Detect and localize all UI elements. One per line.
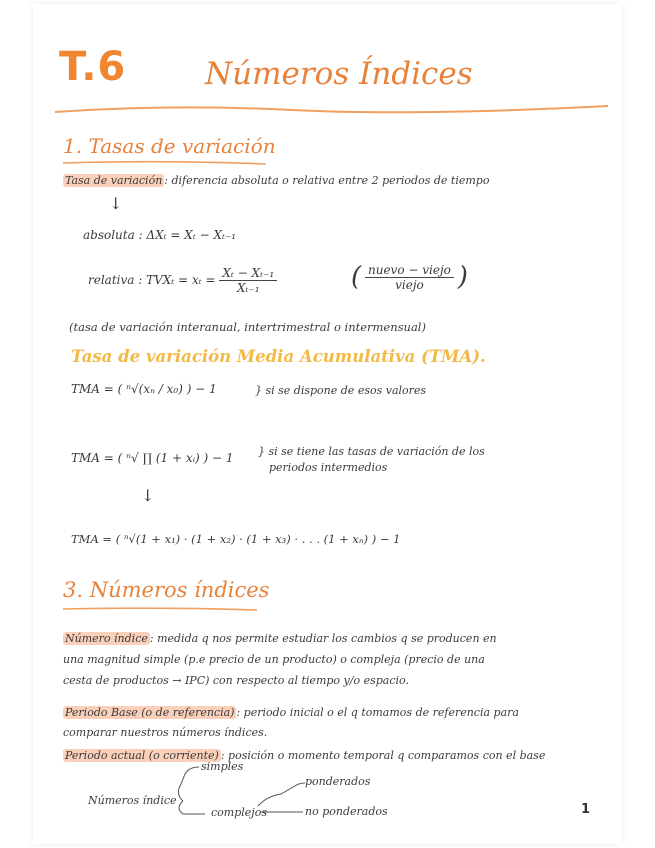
- tma-formula-1: TMA = ( ⁿ√(xₙ / x₀) ) − 1: [71, 382, 217, 396]
- tree-simple-label: simples: [201, 760, 244, 773]
- classification-tree-arrows: [33, 4, 622, 844]
- tma-formula-2-note-1: } si se tiene las tasas de variación de los: [258, 445, 485, 458]
- title-number: T.6: [59, 44, 127, 90]
- definition-tasa-text: : diferencia absoluta o relativa entre 2 periodos de tiempo: [164, 174, 490, 187]
- section-3-heading: 3. Números índices: [63, 578, 270, 602]
- relative-note-numerator: nuevo − viejo: [365, 263, 454, 278]
- periodo-base-def-text-1: : periodo inicial o el q tomamos de referencia para: [236, 706, 519, 719]
- term-tasa-variacion: Tasa de variación: [65, 174, 163, 187]
- notebook-page: [33, 4, 622, 844]
- page-number: 1: [581, 802, 591, 817]
- tma-formula-2-note-2: periodos intermedios: [269, 461, 388, 474]
- down-arrow-2-icon: ↓: [141, 486, 155, 505]
- tree-weighted-label: ponderados: [305, 775, 371, 788]
- relative-note-denominator: viejo: [395, 277, 424, 292]
- absolute-formula: absoluta : ΔXₜ = Xₜ − Xₜ₋₁: [83, 228, 237, 242]
- tma-formula-3: TMA = ( ⁿ√(1 + x₁) · (1 + x₂) · (1 + x₃) · . . . (1 + xₙ) ) − 1: [71, 532, 401, 546]
- numero-indice-def-text-1: : medida q nos permite estudiar los cambios q se producen en: [149, 632, 497, 645]
- periodo-base-def-line-2: comparar nuestros números índices.: [63, 726, 268, 739]
- relative-denominator: Xₜ₋₁: [236, 281, 260, 295]
- relative-label: relativa : TVXₜ = xₜ =: [88, 273, 216, 287]
- term-periodo-actual: Periodo actual (o corriente): [65, 749, 219, 762]
- tree-root-label: Números índice: [88, 794, 177, 807]
- types-note: (tasa de variación interanual, intertrimestral o intermensual): [69, 320, 426, 334]
- periodo-actual-def-text-1: : posición o momento temporal q comparamos con el base: [220, 749, 546, 762]
- numero-indice-def-line-3: cesta de productos → IPC) con respecto al tiempo y/o espacio.: [63, 674, 409, 687]
- term-numero-indice: Número índice: [65, 632, 148, 645]
- numero-indice-def-line-2: una magnitud simple (p.e precio de un producto) o compleja (precio de una: [63, 653, 485, 666]
- page-title: Números Índices: [205, 56, 473, 92]
- tma-formula-2: TMA = ( ⁿ√ ∏ (1 + xᵢ) ) − 1: [71, 451, 234, 465]
- down-arrow-icon: ↓: [109, 194, 123, 213]
- relative-numerator: Xₜ − Xₜ₋₁: [219, 266, 277, 281]
- tma-formula-1-note: } si se dispone de esos valores: [255, 384, 427, 397]
- section-1-heading: 1. Tasas de variación: [63, 134, 276, 158]
- tree-unweighted-label: no ponderados: [305, 805, 388, 818]
- tma-heading: Tasa de variación Media Acumulativa (TMA).: [71, 347, 486, 366]
- relative-note: ( $\frac{\text{nuevo − viejo}}{\text{viejo}}$ ): [351, 262, 468, 292]
- term-periodo-base: Periodo Base (o de referencia): [65, 706, 235, 719]
- tree-complex-label: complejos: [211, 806, 267, 819]
